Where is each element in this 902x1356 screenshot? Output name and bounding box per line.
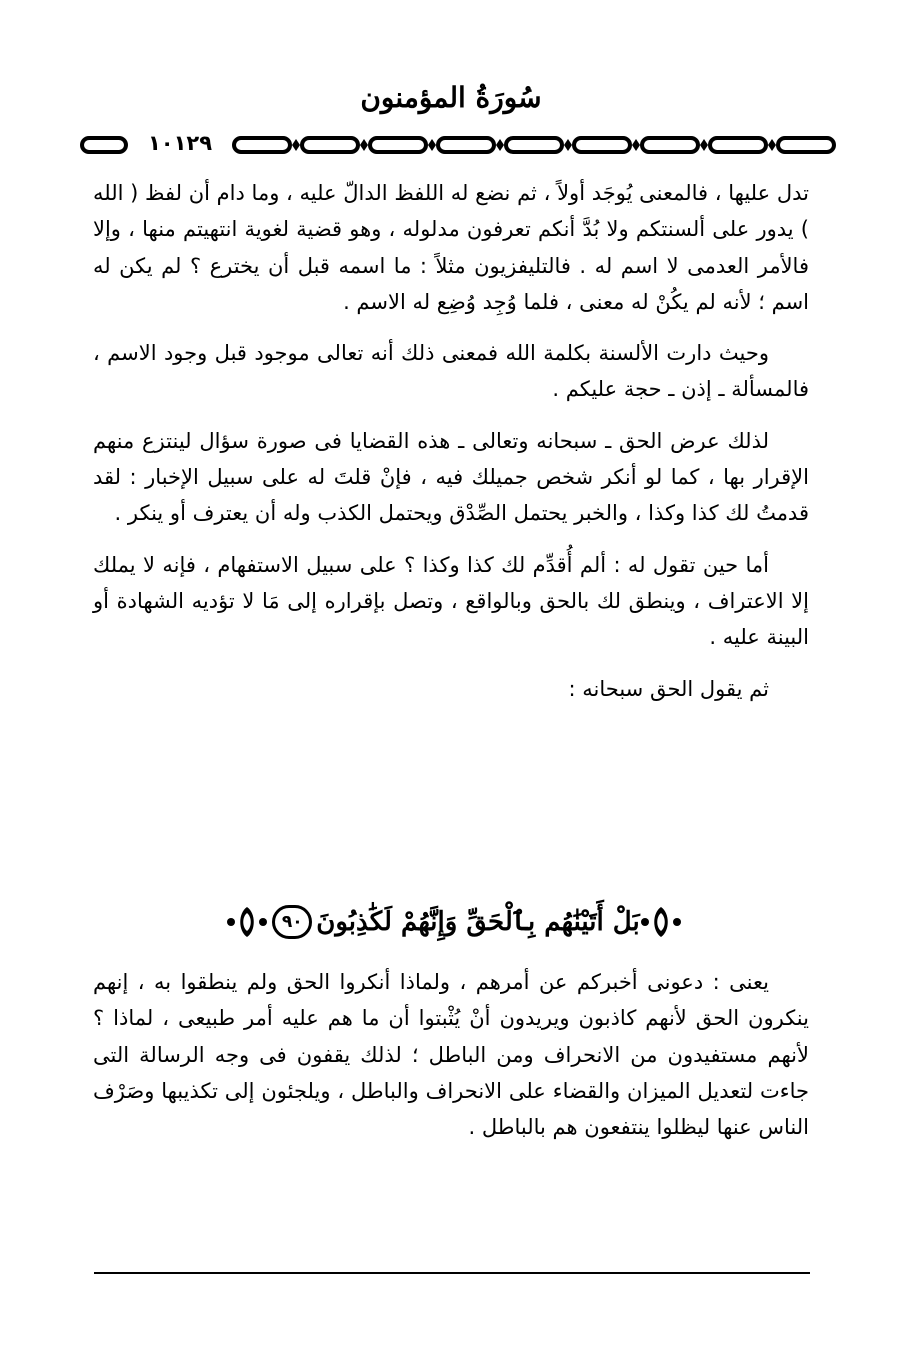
- surah-title: سُورَةُ المؤمنون: [360, 81, 542, 114]
- body-text-top: [93, 175, 809, 707]
- paragraph-1: تدل عليها ، فالمعنى يُوجَد أولاً ، ثم نضع له اللفظ الدالّ عليه ، وما دام أن لفظ ( الله ) يدور على ألسنتكم ولا بُدَّ أنكم تعرفون مدلوله ، وهو قضية لغوية انتهيتم منها ، وإلا فالأمر العدمى لا اسم له . فالتليفزيون مثلاً : ما اسمه قبل أن يخترع ؟ لم يكن له اسم ؛ لأنه لم يكُنْ له معنى ، فلما وُجِد وُضِع له الاسم .: [93, 181, 809, 314]
- footer-divider: [94, 1272, 810, 1274]
- verse-number-badge: ٩٠: [272, 905, 312, 939]
- verse-ornament-right-icon: [640, 905, 682, 939]
- verse-text: بَلْ أَتَيْنَٰهُم بِٱلْحَقِّ وَإِنَّهُمْ لَكَٰذِبُونَ: [316, 907, 640, 937]
- page-number: ١٠١٢٩: [128, 126, 232, 160]
- quran-verse: [212, 892, 696, 952]
- verse-ornament-left-icon: [226, 905, 268, 939]
- paragraph-4: أما حين تقول له : ألم أُقدِّم لك كذا وكذا ؟ على سبيل الاستفهام ، فإنه لا يملك إلا الاعتراف ، وينطق لك بالحق وبالواقع ، وتصل بإقراره إلى مَا لا تؤديه الشهادة أو البينة عليه .: [93, 552, 809, 650]
- body-text-bottom: [93, 964, 809, 1145]
- paragraph-2: وحيث دارت الألسنة بكلمة الله فمعنى ذلك أنه تعالى موجود قبل وجود الاسم ، فالمسألة ـ إذن ـ حجة عليكم .: [93, 341, 809, 402]
- chain-ornament-left: [78, 128, 130, 162]
- paragraph-5: ثم يقول الحق سبحانه :: [568, 676, 769, 701]
- paragraph-6: يعنى : دعونى أخبركم عن أمرهم ، ولماذا أنكروا الحق ولم ينطقوا به ، إنهم ينكرون الحق لأنهم كاذبون ويريدون أنْ يُثْبتوا أن ما هم عليه أمر طبيعى ، لماذا ؟ لأنهم مستفيدون من الانحراف ومن الباطل ؛ لذلك يقفون فى وجه الرسالة التى جاءت لتعديل الميزان والقضاء على الانحراف والباطل ، ويلجئون إلى تكذيبها وصَرْف الناس عنها ليظلوا ينتفعون هم بالباطل .: [93, 970, 809, 1140]
- paragraph-3: لذلك عرض الحق ـ سبحانه وتعالى ـ هذه القضايا فى صورة سؤال لينتزع منهم الإقرار بها ، كما لو أنكر شخص جميلك فيه ، فإنْ قلتَ له على سبيل الإخبار : لقد قدمتُ لك كذا وكذا ، والخبر يحتمل الصِّدْق ويحتمل الكذب وله أن يعترف أو ينكر .: [93, 428, 809, 526]
- chain-ornament-right: [230, 128, 840, 162]
